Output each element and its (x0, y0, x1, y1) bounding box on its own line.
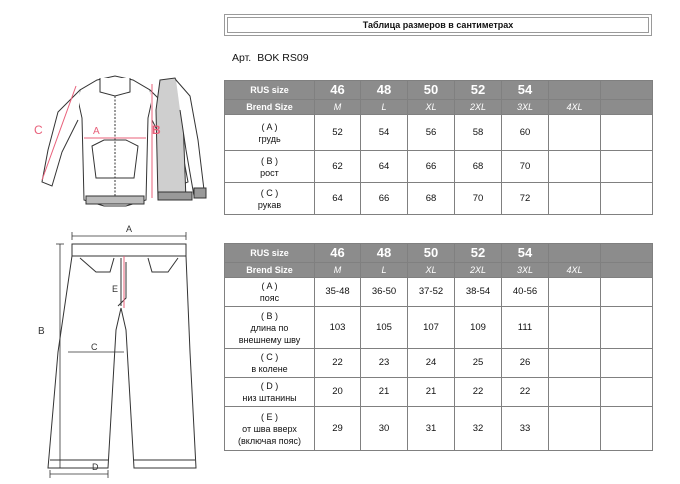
value-cell: 109 (455, 307, 502, 349)
value-cell (549, 349, 601, 378)
value-cell (549, 115, 601, 151)
value-cell: 22 (502, 378, 549, 407)
rus-size-cell: 46 (315, 81, 361, 100)
brend-size-label: Brend Size (225, 100, 315, 115)
pants-label-e: E (112, 284, 119, 294)
rus-size-cell (549, 81, 601, 100)
value-cell: 40-56 (502, 278, 549, 307)
value-cell: 103 (315, 307, 361, 349)
measure-label: (включая пояс) (238, 435, 301, 446)
value-cell: 64 (315, 183, 361, 215)
table-row (225, 151, 653, 183)
value-cell-empty (601, 349, 653, 378)
measure-code: ( C ) (260, 352, 279, 362)
table-row (225, 183, 653, 215)
brend-size-label: Brend Size (225, 263, 315, 278)
brend-size-cell: 4XL (549, 263, 601, 278)
measure-code: ( B ) (261, 155, 278, 166)
pants-label-a: A (126, 224, 133, 234)
article-line (232, 52, 309, 64)
value-cell-empty (601, 115, 653, 151)
value-cell: 66 (408, 151, 455, 183)
measure-label: пояс (259, 293, 280, 303)
value-cell: 33 (502, 407, 549, 451)
brend-size-cell: L (361, 100, 408, 115)
jacket-side-drawing (156, 78, 206, 200)
value-cell: 26 (502, 349, 549, 378)
value-cell: 68 (455, 151, 502, 183)
garment-drawings (0, 0, 224, 484)
rus-size-cell: 50 (408, 81, 455, 100)
value-cell: 68 (408, 183, 455, 215)
value-cell: 23 (361, 349, 408, 378)
value-cell-empty (601, 151, 653, 183)
pants-label-c: C (91, 342, 98, 352)
measure-code: ( D ) (260, 381, 279, 391)
rus-size-row (225, 81, 653, 100)
rus-size-cell: 54 (502, 81, 549, 100)
value-cell-empty (601, 407, 653, 451)
value-cell-empty (601, 183, 653, 215)
value-cell: 105 (361, 307, 408, 349)
value-cell (549, 307, 601, 349)
measure-name (225, 307, 315, 349)
measure-code: ( B ) (261, 310, 278, 321)
brend-size-cell: L (361, 263, 408, 278)
measure-name (225, 378, 315, 407)
value-cell-empty (601, 307, 653, 349)
rus-size-cell: 48 (361, 81, 408, 100)
value-cell: 21 (361, 378, 408, 407)
measure-code: ( A ) (261, 121, 278, 132)
value-cell: 29 (315, 407, 361, 451)
table-row (225, 307, 653, 349)
value-cell: 31 (408, 407, 455, 451)
brend-size-cell: 3XL (502, 100, 549, 115)
brend-size-cell: 3XL (502, 263, 549, 278)
rus-size-cell: 48 (361, 244, 408, 263)
rus-size-cell (549, 244, 601, 263)
measure-name (225, 183, 315, 215)
measure-name (225, 115, 315, 151)
measure-code: ( C ) (260, 187, 279, 198)
pants-size-table (224, 243, 653, 451)
value-cell: 36-50 (361, 278, 408, 307)
brend-size-cell: 2XL (455, 100, 502, 115)
value-cell: 35-48 (315, 278, 361, 307)
measure-code: ( A ) (261, 281, 278, 291)
value-cell (549, 183, 601, 215)
pants-drawing (48, 244, 196, 468)
value-cell: 22 (315, 349, 361, 378)
value-cell: 64 (361, 151, 408, 183)
brend-size-cell: M (315, 100, 361, 115)
value-cell: 107 (408, 307, 455, 349)
measure-label: рост (260, 167, 279, 178)
brend-size-cell: M (315, 263, 361, 278)
value-cell: 24 (408, 349, 455, 378)
value-cell: 37-52 (408, 278, 455, 307)
brend-size-cell: 2XL (455, 263, 502, 278)
value-cell: 25 (455, 349, 502, 378)
measure-label: в колене (251, 364, 288, 374)
measure-name (225, 151, 315, 183)
value-cell: 56 (408, 115, 455, 151)
value-cell (549, 151, 601, 183)
rus-size-cell: 52 (455, 244, 502, 263)
measure-name (225, 407, 315, 451)
value-cell: 52 (315, 115, 361, 151)
table-row (225, 278, 653, 307)
value-cell: 70 (502, 151, 549, 183)
rus-size-row (225, 244, 653, 263)
measure-code: ( E ) (261, 411, 278, 422)
brend-size-cell: XL (408, 100, 455, 115)
value-cell (549, 278, 601, 307)
value-cell: 21 (408, 378, 455, 407)
jacket-label-a: A (93, 126, 100, 137)
value-cell: 30 (361, 407, 408, 451)
value-cell: 111 (502, 307, 549, 349)
table-row (225, 349, 653, 378)
title-frame (224, 14, 652, 36)
value-cell (549, 378, 601, 407)
measure-label: длина по (250, 322, 289, 333)
value-cell-empty (601, 378, 653, 407)
jacket-label-b: B (152, 123, 161, 137)
measure-name (225, 278, 315, 307)
brend-size-row (225, 100, 653, 115)
value-cell-empty (601, 278, 653, 307)
value-cell: 58 (455, 115, 502, 151)
value-cell (549, 407, 601, 451)
measure-label: грудь (258, 133, 281, 144)
pants-label-d: D (92, 462, 99, 472)
measure-label: внешнему шву (238, 334, 301, 345)
value-cell: 54 (361, 115, 408, 151)
page-title: Таблица размеров в сантиметрах (227, 17, 649, 33)
brend-size-cell: 4XL (549, 100, 601, 115)
rus-size-cell: 46 (315, 244, 361, 263)
rus-size-cell: 50 (408, 244, 455, 263)
value-cell: 60 (502, 115, 549, 151)
jacket-label-c: C (34, 123, 43, 137)
brend-size-row (225, 263, 653, 278)
measure-name (225, 349, 315, 378)
article-code: BOK RS09 (257, 52, 309, 64)
value-cell: 32 (455, 407, 502, 451)
article-label: Арт. (232, 52, 252, 64)
value-cell: 20 (315, 378, 361, 407)
rus-size-cell: 54 (502, 244, 549, 263)
rus-size-cell-empty (601, 244, 653, 263)
table-row (225, 115, 653, 151)
brend-size-cell: XL (408, 263, 455, 278)
value-cell: 22 (455, 378, 502, 407)
value-cell: 70 (455, 183, 502, 215)
table-row (225, 378, 653, 407)
measure-label: рукав (257, 199, 282, 210)
rus-size-label: RUS size (225, 244, 315, 263)
value-cell: 72 (502, 183, 549, 215)
value-cell: 62 (315, 151, 361, 183)
measure-label: низ штанины (242, 393, 297, 403)
jacket-size-table (224, 80, 653, 215)
brend-size-cell-empty (601, 100, 653, 115)
rus-size-cell-empty (601, 81, 653, 100)
value-cell: 66 (361, 183, 408, 215)
table-row (225, 407, 653, 451)
rus-size-label: RUS size (225, 81, 315, 100)
pants-label-b: B (38, 326, 45, 337)
measure-label: от шва вверх (242, 423, 297, 434)
value-cell: 38-54 (455, 278, 502, 307)
rus-size-cell: 52 (455, 81, 502, 100)
brend-size-cell-empty (601, 263, 653, 278)
